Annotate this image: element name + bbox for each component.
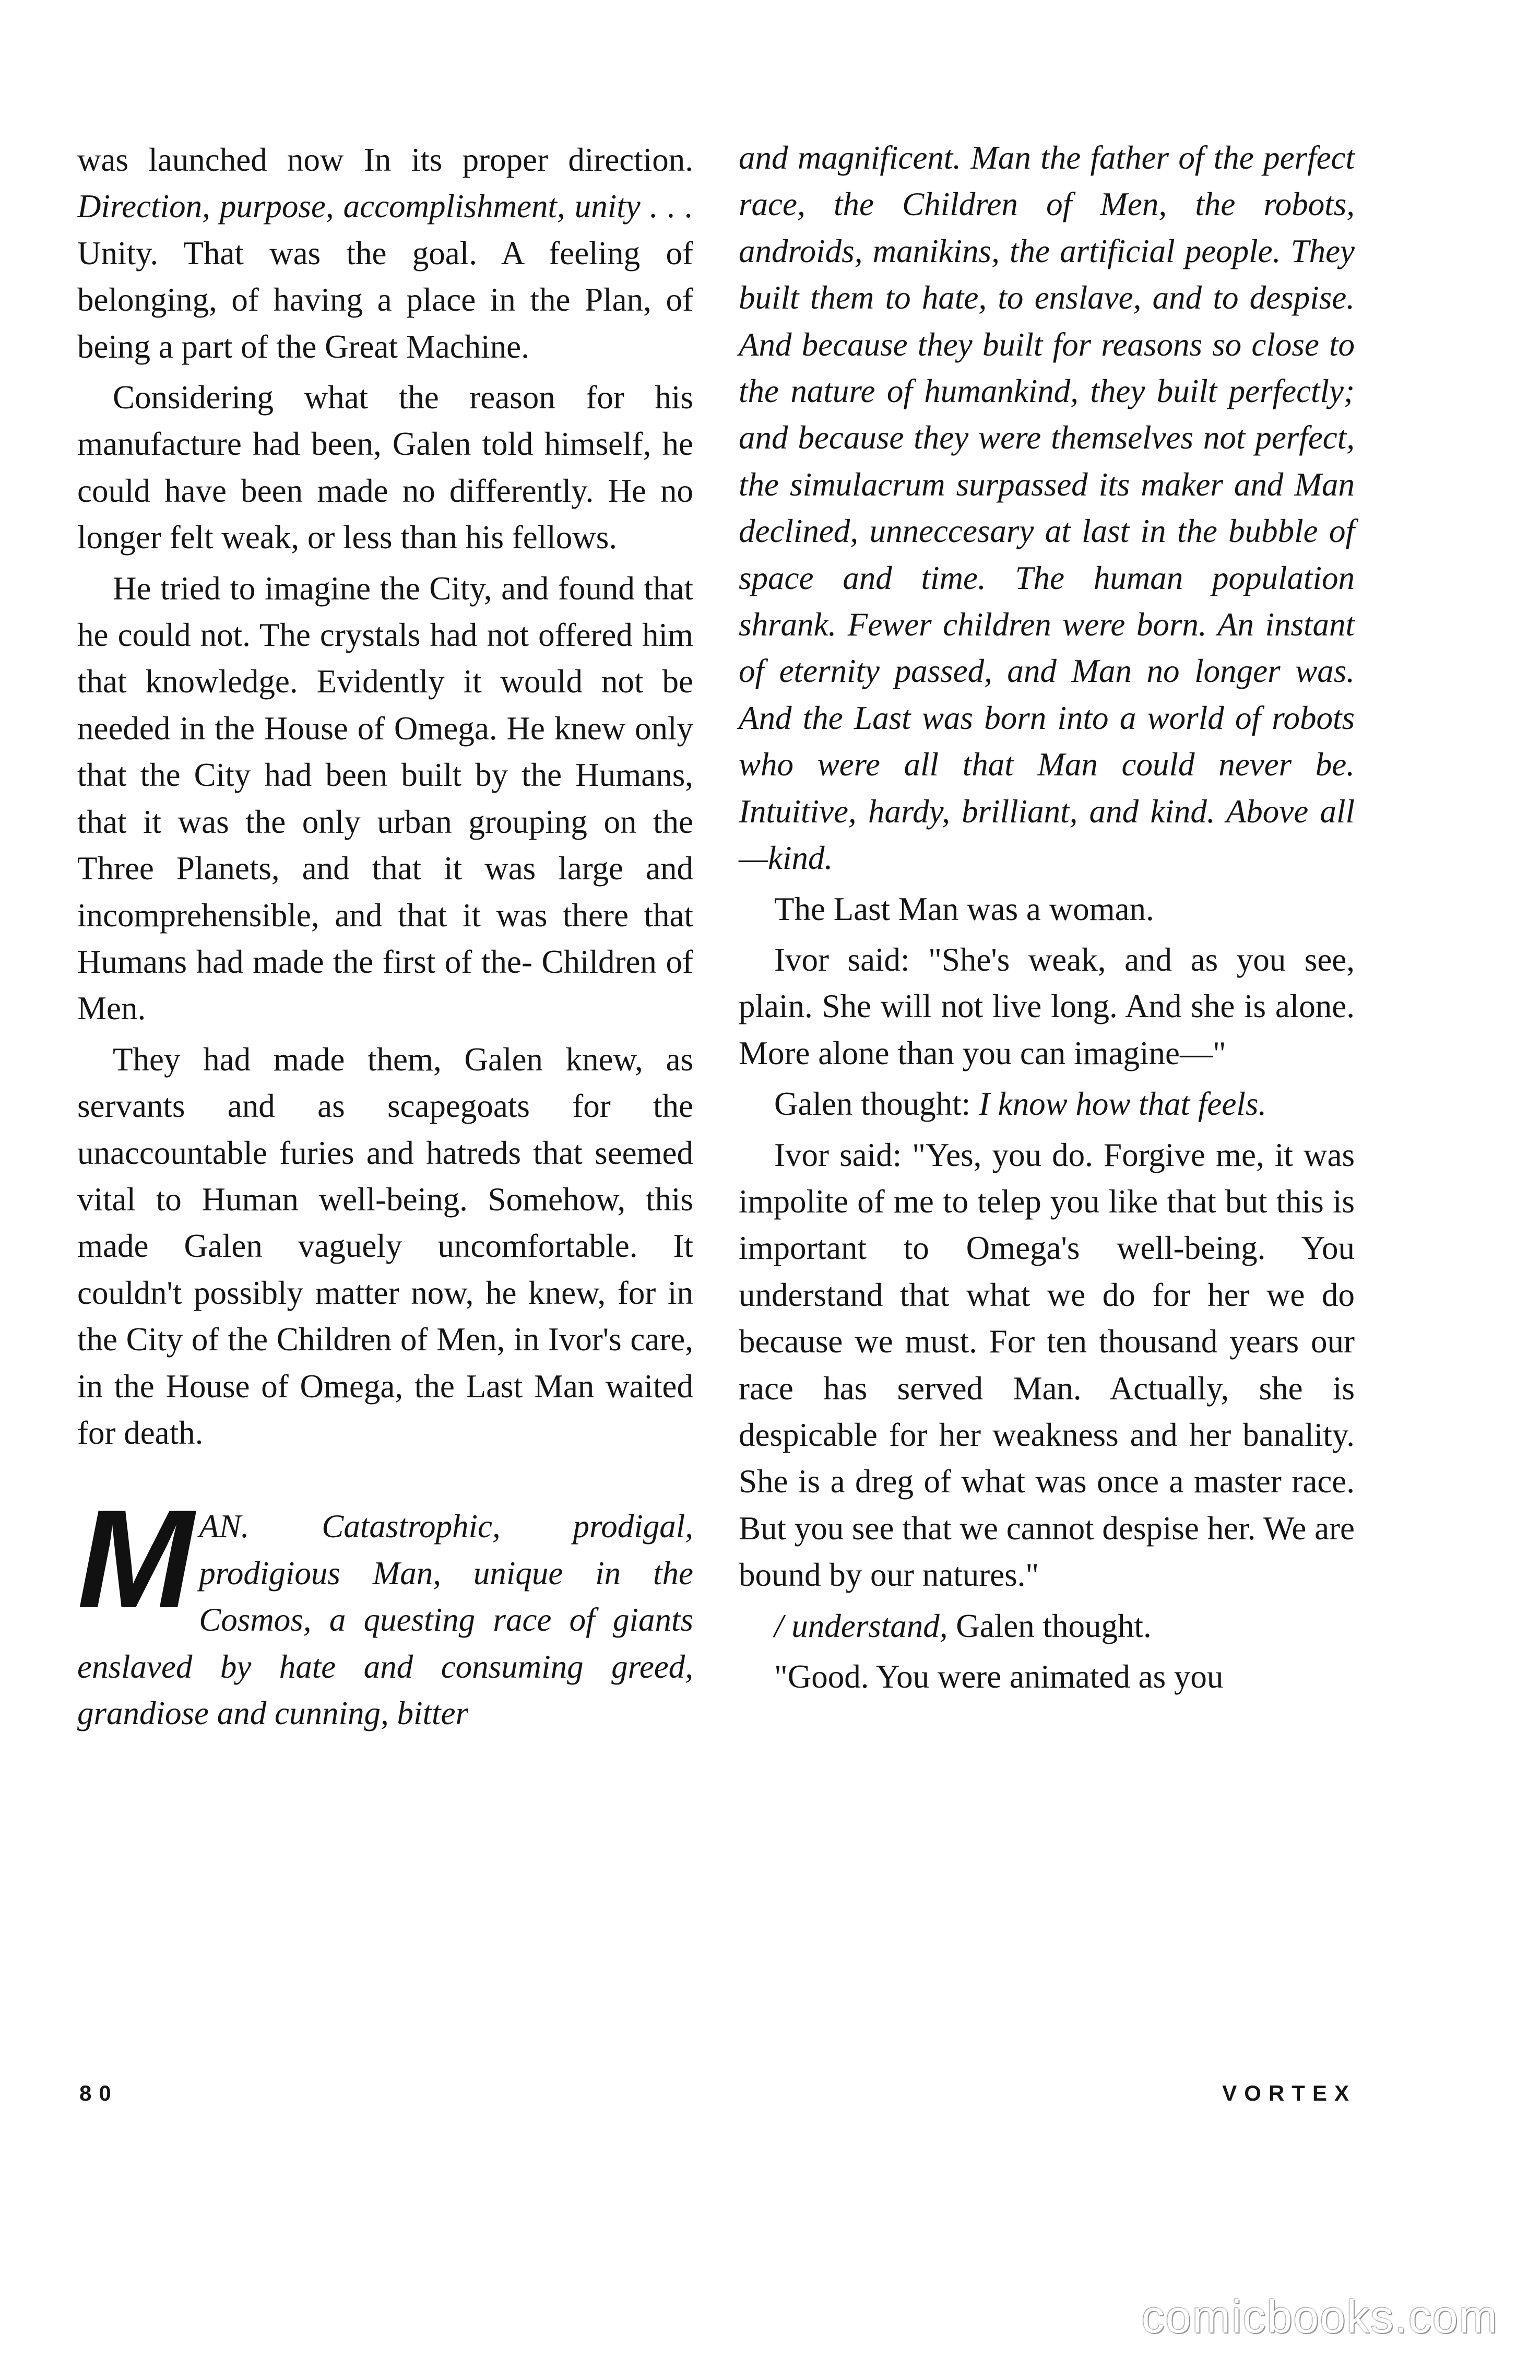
italic-paragraph: and magnificent. Man the father of the perfect race, the Children of Men, the robots, androids, manikins, the artificial people. They built them to hate, to enslave, and to despise. And because they built for reasons so close to the nature of humankind, they built perfectly; and because they were themselves not perfect, the simulacrum surpassed its maker and Man declined, unneccesary at last in the bubble of space and time. The human population shrank. Fewer children were born. An instant of eternity passed, and Man no longer was. And the Last was born into a world of robots who were all that Man could never be. Intuitive, hardy, brilliant, and kind. Above all—kind. — [739, 139, 1355, 877]
paragraph — [739, 1603, 1355, 1649]
paragraph — [739, 1081, 1355, 1127]
text-run: was launched now In its proper direction. — [77, 142, 693, 178]
italic-text-run: / understand, — [774, 1607, 948, 1644]
section-opening-paragraph — [77, 1480, 693, 1737]
watermark: comicbooks.com — [1141, 2291, 1498, 2342]
text-run: Unity. That was the goal. A feeling of belonging, of having a place in the Plan, of being a part of the Great Machine. — [77, 234, 693, 365]
magazine-title: VORTEX — [1222, 2081, 1356, 2105]
italic-text-run: Direction, purpose, accomplishment, unity . . . — [77, 188, 693, 225]
right-column — [739, 135, 1355, 1704]
paragraph: He tried to imagine the City, and found that he could not. The crystals had not offered him that knowledge. Evidently it would not be needed in the House of Omega. He knew only that the City had been built by the Humans, that it was the only urban grouping on the Three Planets, and that it was large and incomprehensible, and that it was there that Humans had made the first of the- Children of Men. — [77, 570, 693, 1027]
paragraph: The Last Man was a woman. — [774, 890, 1154, 927]
text-run: Galen thought. — [947, 1607, 1152, 1644]
paragraph: "Good. You were animated as you — [774, 1658, 1224, 1695]
italic-text-run: I know how that feels. — [978, 1086, 1267, 1123]
left-column — [77, 137, 693, 1741]
paragraph: Considering what the reason for his manufacture had been, Galen told himself, he could have been made no differently. He no longer felt weak, or less than his fellows. — [77, 379, 693, 556]
paragraph — [77, 137, 693, 370]
paragraph: Ivor said: "She's weak, and as you see, plain. She will not live long. And she is alone. More alone than you can imagine—" — [739, 941, 1355, 1071]
page-number: 80 — [79, 2081, 119, 2105]
drop-cap: M — [77, 1480, 191, 1637]
text-run: Galen thought: — [774, 1086, 979, 1123]
paragraph: They had made them, Galen knew, as servants and as scapegoats for the unaccountable furies and hatreds that seemed vital to Human well-being. Somehow, this made Galen vaguely uncomfortable. It couldn't possibly matter now, he knew, for in the City of the Children of Men, in Ivor's care, in the House of Omega, the Last Man waited for death. — [77, 1041, 693, 1451]
paragraph: Ivor said: "Yes, you do. Forgive me, it was impolite of me to telep you like that but this is important to Omega's well-being. You understand that what we do for her we do because we must. For ten thousand years our race has served Man. Actually, she is despicable for her weakness and her banality. She is a dreg of what was once a master race. But you see that we cannot despise her. We are bound by our natures." — [739, 1136, 1355, 1594]
italic-text-run: AN. Catastrophic, prodigal, prodigious Man, unique in the Cosmos, a questing race of giants enslaved by hate and consuming greed, grandiose and cunning, bitter — [77, 1508, 693, 1731]
